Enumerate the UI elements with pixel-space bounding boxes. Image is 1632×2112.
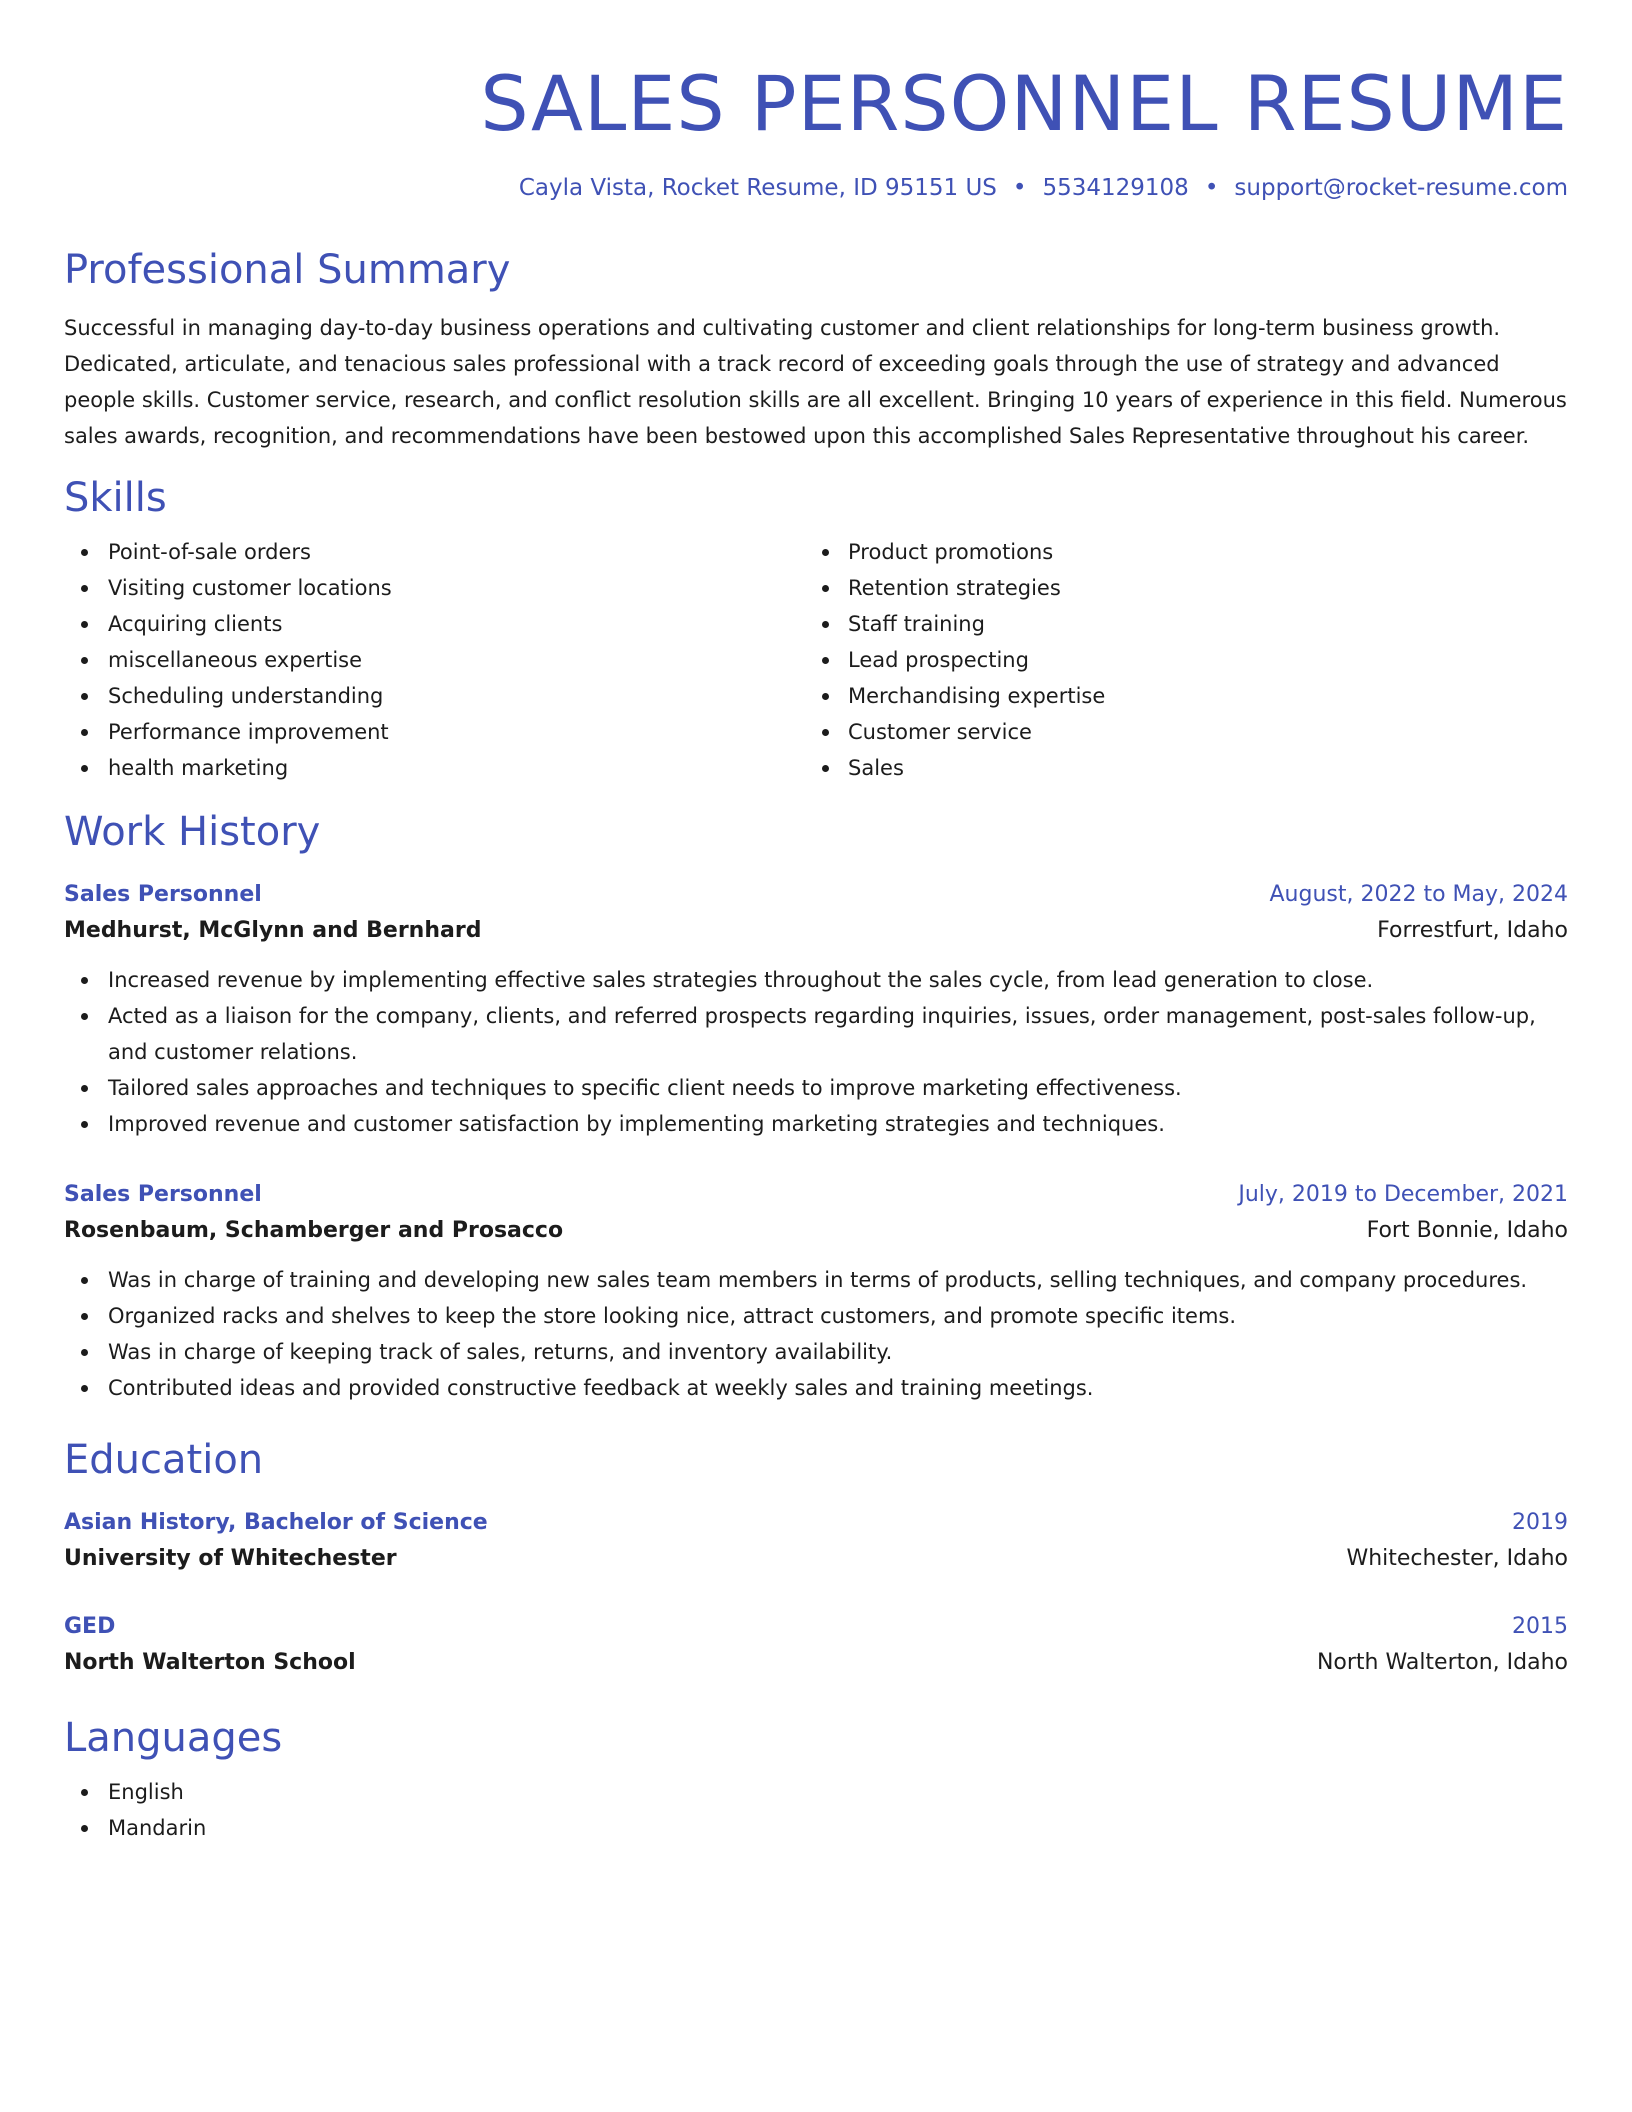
job-title: Sales Personnel: [64, 882, 262, 907]
work-history-heading: Work History: [64, 809, 321, 855]
job-bullet: Tailored sales approaches and techniques to specific client needs to improve marketing effectiveness.: [64, 1070, 1568, 1106]
education-year: 2019: [1512, 1510, 1568, 1535]
education-entry: [64, 1610, 1568, 1682]
job-company: Rosenbaum, Schamberger and Prosacco: [64, 1218, 564, 1243]
job-bullet: Was in charge of keeping track of sales, returns, and inventory availability.: [64, 1334, 1568, 1370]
education-location: North Walterton, Idaho: [1316, 1650, 1568, 1675]
skill-item: Merchandising expertise: [816, 678, 1568, 714]
education-degree: Asian History, Bachelor of Science: [64, 1510, 488, 1535]
skills-grid: [64, 534, 1568, 786]
job-bullet: Improved revenue and customer satisfaction by implementing marketing strategies and techniques.: [64, 1106, 1568, 1142]
skills-heading: Skills: [64, 475, 167, 521]
job-bullet: Acted as a liaison for the company, clients, and referred prospects regarding inquiries, issues, order management, post-sales follow-up, and customer relations.: [64, 998, 1568, 1070]
language-item: Mandarin: [64, 1810, 1568, 1846]
contact-separator: •: [1012, 175, 1027, 201]
skill-item: Retention strategies: [816, 570, 1568, 606]
education-location: Whitechester, Idaho: [1346, 1546, 1568, 1571]
skills-column-right: [816, 534, 1568, 786]
job-location: Fort Bonnie, Idaho: [1366, 1218, 1568, 1243]
education-degree: GED: [64, 1614, 116, 1639]
job-dates: July, 2019 to December, 2021: [1238, 1182, 1568, 1207]
contact-phone: 5534129108: [1042, 175, 1189, 201]
skill-item: Product promotions: [816, 534, 1568, 570]
skill-item: Lead prospecting: [816, 642, 1568, 678]
job-company: Medhurst, McGlynn and Bernhard: [64, 918, 482, 943]
skill-item: Staff training: [816, 606, 1568, 642]
skill-item: health marketing: [64, 750, 816, 786]
contact-line: [64, 172, 1568, 204]
languages-list: [64, 1774, 1568, 1846]
education-entry: [64, 1506, 1568, 1578]
job-title: Sales Personnel: [64, 1182, 262, 1207]
summary-heading: Professional Summary: [64, 247, 511, 293]
skill-item: Acquiring clients: [64, 606, 816, 642]
skill-item: Customer service: [816, 714, 1568, 750]
contact-email: support@rocket-resume.com: [1234, 175, 1568, 201]
education-heading: Education: [64, 1437, 264, 1483]
education-year: 2015: [1512, 1614, 1568, 1639]
job-bullet: Organized racks and shelves to keep the store looking nice, attract customers, and promote specific items.: [64, 1298, 1568, 1334]
skill-item: Scheduling understanding: [64, 678, 816, 714]
job-bullet: Increased revenue by implementing effective sales strategies throughout the sales cycle, from lead generation to close.: [64, 962, 1568, 998]
resume-header: [64, 58, 1568, 204]
job-dates: August, 2022 to May, 2024: [1269, 882, 1568, 907]
skill-item: Point-of-sale orders: [64, 534, 816, 570]
summary-text: Successful in managing day-to-day business operations and cultivating customer and client relationships for long-term business growth. Dedicated, articulate, and tenacious sales professional with a track record of exceeding goals through the use of strategy and advanced people skills. Customer service, research, and conflict resolution skills are all excellent. Bringing 10 years of experience in this field. Numerous sales awards, recognition, and recommendations have been bestowed upon this accomplished Sales Representative throughout his career.: [64, 316, 1567, 448]
skill-item: Sales: [816, 750, 1568, 786]
education-school: University of Whitechester: [64, 1546, 397, 1571]
skill-item: Performance improvement: [64, 714, 816, 750]
contact-separator: •: [1204, 175, 1219, 201]
job-entry: [64, 878, 1568, 1142]
skills-column-left: [64, 534, 816, 786]
job-bullet: Contributed ideas and provided constructive feedback at weekly sales and training meetings.: [64, 1370, 1568, 1406]
contact-address: Cayla Vista, Rocket Resume, ID 95151 US: [518, 175, 997, 201]
job-location: Forrestfurt, Idaho: [1377, 918, 1568, 943]
education-school: North Walterton School: [64, 1650, 356, 1675]
language-item: English: [64, 1774, 1568, 1810]
languages-heading: Languages: [64, 1715, 283, 1761]
skill-item: miscellaneous expertise: [64, 642, 816, 678]
job-bullet: Was in charge of training and developing new sales team members in terms of products, selling techniques, and company procedures.: [64, 1262, 1568, 1298]
skill-item: Visiting customer locations: [64, 570, 816, 606]
resume-title: SALES PERSONNEL RESUME: [480, 59, 1568, 148]
job-entry: [64, 1178, 1568, 1406]
